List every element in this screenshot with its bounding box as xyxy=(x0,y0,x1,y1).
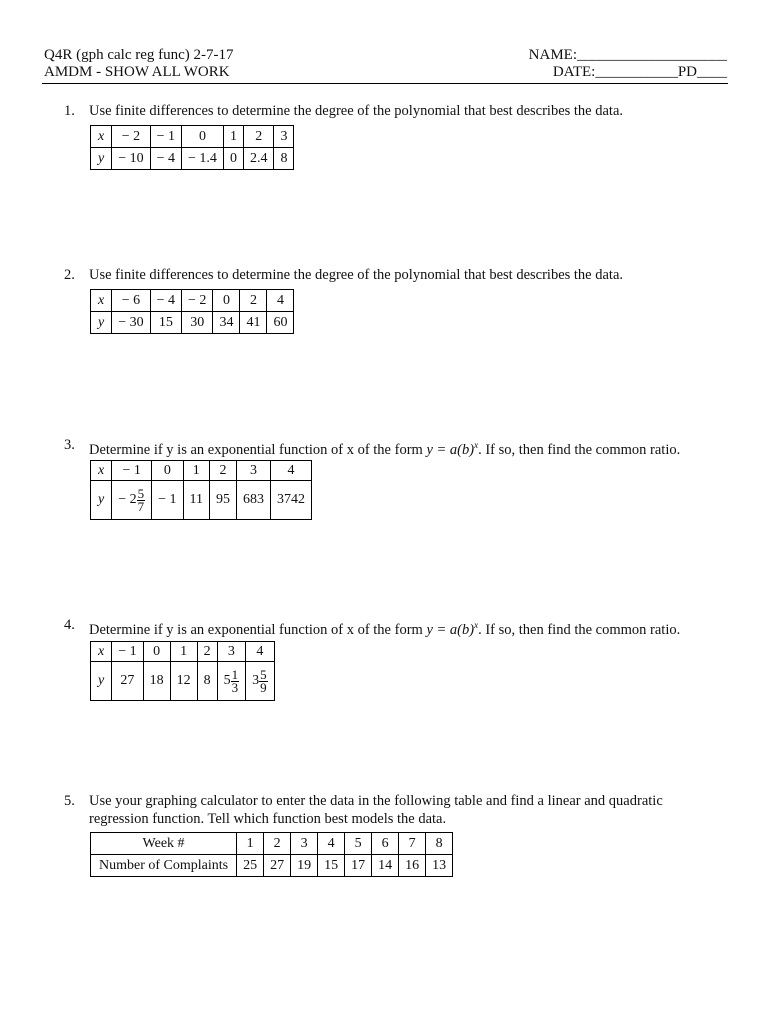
q2-data-table xyxy=(90,289,294,334)
week-row xyxy=(91,833,453,855)
denominator: 7 xyxy=(137,498,145,514)
question-text-line-1: Use your graphing calculator to enter the data in the following table and find a linear and quadratic xyxy=(89,793,663,809)
question-number: 1. xyxy=(64,103,75,119)
y-cell: 30 xyxy=(182,312,213,334)
x-cell: 2 xyxy=(197,642,217,662)
x-cell: 1 xyxy=(223,126,243,148)
x-cell: − 1 xyxy=(112,642,143,662)
question-number: 5. xyxy=(64,793,75,809)
y-label: y xyxy=(91,481,112,520)
complaints-label: Number of Complaints xyxy=(91,855,237,877)
x-cell: 3 xyxy=(274,126,294,148)
y-cell: 34 xyxy=(213,312,240,334)
x-row xyxy=(91,290,294,312)
q3-data-table xyxy=(90,460,312,520)
worksheet-title xyxy=(44,47,234,81)
x-cell: − 4 xyxy=(150,290,181,312)
week-cell: 8 xyxy=(426,833,453,855)
exponential-formula xyxy=(426,442,478,458)
complaints-cell: 17 xyxy=(345,855,372,877)
week-cell: 3 xyxy=(291,833,318,855)
x-cell: − 2 xyxy=(112,126,150,148)
x-cell: − 6 xyxy=(112,290,150,312)
y-cell: 27 xyxy=(112,662,143,701)
q5-data-table xyxy=(90,832,453,877)
y-cell-mixed-number xyxy=(217,662,246,701)
week-cell: 1 xyxy=(237,833,264,855)
y-cell: 41 xyxy=(240,312,267,334)
header-divider xyxy=(42,83,728,84)
title-line-1: Q4R (gph calc reg func) 2-7-17 xyxy=(44,47,234,63)
y-cell: 60 xyxy=(267,312,294,334)
week-cell: 2 xyxy=(264,833,291,855)
x-label: x xyxy=(91,126,112,148)
x-cell: 2 xyxy=(243,126,274,148)
formula-exponent: x xyxy=(474,440,479,450)
fraction xyxy=(259,666,268,695)
complaints-cell: 14 xyxy=(372,855,399,877)
x-cell: 0 xyxy=(152,461,183,481)
mixed-whole: 3 xyxy=(252,673,260,689)
mixed-number xyxy=(252,666,268,695)
exponential-formula xyxy=(426,622,478,638)
y-cell: − 4 xyxy=(150,148,181,170)
week-cell: 7 xyxy=(399,833,426,855)
y-cell: 3742 xyxy=(271,481,312,520)
y-cell: − 10 xyxy=(112,148,150,170)
x-label: x xyxy=(91,642,112,662)
y-cell: − 30 xyxy=(112,312,150,334)
x-cell: 2 xyxy=(210,461,237,481)
complaints-cell: 16 xyxy=(399,855,426,877)
x-row xyxy=(91,461,312,481)
complaints-cell: 25 xyxy=(237,855,264,877)
formula-base: y = a(b) xyxy=(426,621,475,638)
x-cell: 4 xyxy=(267,290,294,312)
x-cell: 3 xyxy=(237,461,271,481)
question-text xyxy=(89,436,680,459)
y-cell: 11 xyxy=(183,481,209,520)
question-text-after: . If so, then find the common ratio. xyxy=(478,441,681,458)
y-cell: 95 xyxy=(210,481,237,520)
mixed-whole: 5 xyxy=(223,673,231,689)
y-cell: 12 xyxy=(170,662,197,701)
x-cell: 1 xyxy=(183,461,209,481)
y-cell-mixed-number xyxy=(112,481,152,520)
denominator: 3 xyxy=(231,679,239,695)
x-cell: − 1 xyxy=(150,126,181,148)
y-cell: 8 xyxy=(274,148,294,170)
q4-data-table xyxy=(90,641,275,701)
question-number: 4. xyxy=(64,617,75,633)
x-cell: 4 xyxy=(246,642,275,662)
numerator: 5 xyxy=(137,485,145,501)
formula-exponent: x xyxy=(474,620,479,630)
question-number: 2. xyxy=(64,267,75,283)
x-cell: 4 xyxy=(271,461,312,481)
y-cell: 15 xyxy=(150,312,181,334)
complaints-cell: 27 xyxy=(264,855,291,877)
question-text-after: . If so, then find the common ratio. xyxy=(478,621,681,638)
y-row xyxy=(91,312,294,334)
y-label: y xyxy=(91,148,112,170)
y-cell: − 1.4 xyxy=(182,148,224,170)
y-cell: 18 xyxy=(143,662,170,701)
week-cell: 5 xyxy=(345,833,372,855)
fraction xyxy=(231,666,240,695)
y-cell: 8 xyxy=(197,662,217,701)
y-label: y xyxy=(91,312,112,334)
question-text-before: Determine if y is an exponential function of x of the form xyxy=(89,441,427,458)
question-text-before: Determine if y is an exponential function of x of the form xyxy=(89,621,427,638)
x-cell: 1 xyxy=(170,642,197,662)
week-label: Week # xyxy=(91,833,237,855)
numerator: 1 xyxy=(231,666,239,682)
student-fields xyxy=(519,47,727,81)
title-line-2: AMDM - SHOW ALL WORK xyxy=(44,64,230,80)
x-cell: 3 xyxy=(217,642,246,662)
complaints-cell: 13 xyxy=(426,855,453,877)
question-text-line-2: regression function. Tell which function best models the data. xyxy=(89,811,447,827)
mixed-whole: − 2 xyxy=(118,492,137,508)
week-cell: 4 xyxy=(318,833,345,855)
y-cell: 2.4 xyxy=(243,148,274,170)
x-cell: 0 xyxy=(182,126,224,148)
x-cell: 2 xyxy=(240,290,267,312)
q1-data-table xyxy=(90,125,294,170)
question-text: Use finite differences to determine the degree of the polynomial that best describes the data. xyxy=(89,103,624,119)
x-cell: 0 xyxy=(143,642,170,662)
y-row xyxy=(91,148,294,170)
y-cell-mixed-number xyxy=(246,662,275,701)
y-row xyxy=(91,662,275,701)
question-number: 3. xyxy=(64,437,75,453)
formula-base: y = a(b) xyxy=(426,441,475,458)
question-text xyxy=(89,616,680,639)
x-cell: − 2 xyxy=(182,290,213,312)
complaints-cell: 19 xyxy=(291,855,318,877)
x-label: x xyxy=(91,290,112,312)
complaints-cell: 15 xyxy=(318,855,345,877)
x-cell: 0 xyxy=(213,290,240,312)
y-cell: 683 xyxy=(237,481,271,520)
fraction xyxy=(137,485,146,514)
date-period-field: DATE:___________PD____ xyxy=(552,64,727,80)
y-label: y xyxy=(91,662,112,701)
y-cell: 0 xyxy=(223,148,243,170)
x-label: x xyxy=(91,461,112,481)
mixed-number xyxy=(118,485,145,514)
x-row xyxy=(91,642,275,662)
mixed-number xyxy=(223,666,240,695)
week-cell: 6 xyxy=(372,833,399,855)
x-cell: − 1 xyxy=(112,461,152,481)
numerator: 5 xyxy=(260,666,267,682)
x-row xyxy=(91,126,294,148)
complaints-row xyxy=(91,855,453,877)
denominator: 9 xyxy=(260,679,267,695)
name-field: NAME:____________________ xyxy=(528,47,727,63)
question-text: Use finite differences to determine the degree of the polynomial that best describes the data. xyxy=(89,267,624,283)
y-cell: − 1 xyxy=(152,481,183,520)
y-row xyxy=(91,481,312,520)
